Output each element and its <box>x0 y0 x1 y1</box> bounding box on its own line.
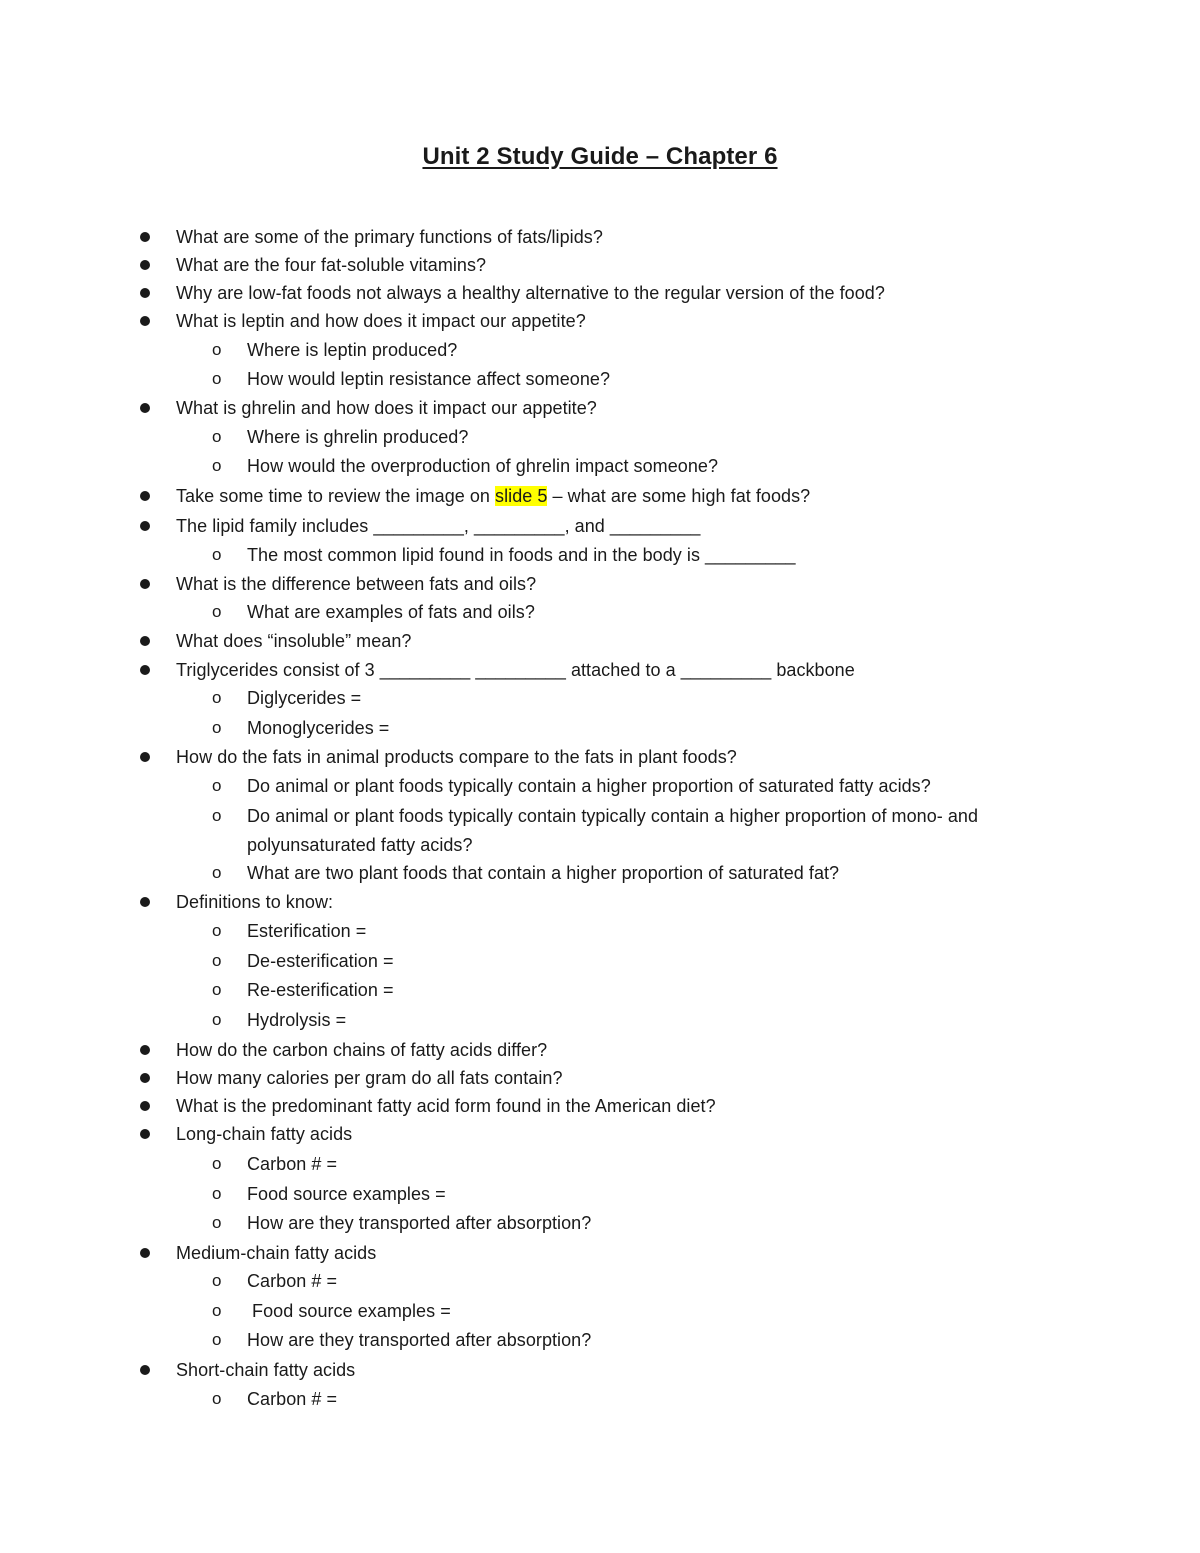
sub-bullet-icon: o <box>212 1213 222 1232</box>
sub-bullet-icon: o <box>212 1301 222 1320</box>
list-item: What is the difference between fats and oils? <box>176 574 537 594</box>
list-item: What is ghrelin and how does it impact our appetite? <box>176 398 597 418</box>
sub-list-item: Carbon # = <box>247 1271 338 1291</box>
sub-list-item: How would the overproduction of ghrelin impact someone? <box>247 456 719 476</box>
sub-list-item: Where is ghrelin produced? <box>247 427 469 447</box>
sub-list-item: Food source examples = <box>247 1301 451 1321</box>
bullet-icon <box>140 491 150 501</box>
sub-list-item: Hydrolysis = <box>247 1010 347 1030</box>
sub-bullet-icon: o <box>212 340 222 359</box>
list-item: How many calories per gram do all fats contain? <box>176 1068 563 1088</box>
bullet-icon <box>140 1045 150 1055</box>
list-item: How do the fats in animal products compare to the fats in plant foods? <box>176 747 737 767</box>
slide-reference-highlight: slide 5 <box>495 486 548 506</box>
sub-list-item: How are they transported after absorption? <box>247 1330 592 1350</box>
sub-bullet-icon: o <box>212 1154 222 1173</box>
sub-list-item: Do animal or plant foods typically contain a higher proportion of saturated fatty acids? <box>247 776 931 796</box>
bullet-icon <box>140 288 150 298</box>
sub-bullet-icon: o <box>212 718 222 737</box>
sub-bullet-icon: o <box>212 1010 222 1029</box>
sub-bullet-icon: o <box>212 921 222 940</box>
list-item: What are some of the primary functions of fats/lipids? <box>176 227 603 247</box>
sub-bullet-icon: o <box>212 1184 222 1203</box>
sub-bullet-icon: o <box>212 1389 222 1408</box>
list-item: Long-chain fatty acids <box>176 1124 353 1144</box>
bullet-icon <box>140 1129 150 1139</box>
sub-bullet-icon: o <box>212 427 222 446</box>
list-item-text: – what are some high fat foods? <box>547 486 811 506</box>
page-title: Unit 2 Study Guide – Chapter 6 <box>422 143 778 170</box>
list-item: What is leptin and how does it impact our appetite? <box>176 311 586 331</box>
bullet-icon <box>140 1365 150 1375</box>
sub-list-item: Esterification = <box>247 921 367 941</box>
sub-bullet-icon: o <box>212 776 222 795</box>
list-item: How do the carbon chains of fatty acids differ? <box>176 1040 548 1060</box>
sub-bullet-icon: o <box>212 369 222 388</box>
sub-bullet-icon: o <box>212 951 222 970</box>
sub-bullet-icon: o <box>212 1271 222 1290</box>
bullet-icon <box>140 260 150 270</box>
list-item-text: Take some time to review the image on <box>176 486 496 506</box>
sub-bullet-icon: o <box>212 602 222 621</box>
sub-list-item: Diglycerides = <box>247 688 362 708</box>
sub-bullet-icon: o <box>212 688 222 707</box>
bullet-icon <box>140 752 150 762</box>
bullet-icon <box>140 1073 150 1083</box>
sub-list-item-continuation: polyunsaturated fatty acids? <box>247 835 473 855</box>
list-item: Triglycerides consist of 3 _________ _________ attached to a _________ backbone <box>176 660 855 680</box>
sub-list-item: Do animal or plant foods typically contain typically contain a higher proportion of mono- and <box>247 806 979 826</box>
sub-list-item: Re-esterification = <box>247 980 394 1000</box>
bullet-icon <box>140 636 150 646</box>
sub-bullet-icon: o <box>212 806 222 825</box>
list-item: The lipid family includes _________, _________, and _________ <box>176 516 701 536</box>
bullet-icon <box>140 1248 150 1258</box>
sub-list-item: How would leptin resistance affect someone? <box>247 369 611 389</box>
sub-bullet-icon: o <box>212 980 222 999</box>
sub-list-item: What are two plant foods that contain a higher proportion of saturated fat? <box>247 863 840 883</box>
list-item: What are the four fat-soluble vitamins? <box>176 255 487 275</box>
sub-list-item: How are they transported after absorption? <box>247 1213 592 1233</box>
bullet-icon <box>140 232 150 242</box>
sub-bullet-icon: o <box>212 863 222 882</box>
sub-list-item: The most common lipid found in foods and in the body is _________ <box>247 545 796 565</box>
bullet-icon <box>140 665 150 675</box>
sub-bullet-icon: o <box>212 1330 222 1349</box>
bullet-icon <box>140 521 150 531</box>
sub-list-item: Where is leptin produced? <box>247 340 458 360</box>
list-item: What is the predominant fatty acid form found in the American diet? <box>176 1096 716 1116</box>
bullet-icon <box>140 579 150 589</box>
list-item: Medium-chain fatty acids <box>176 1243 377 1263</box>
bullet-icon <box>140 316 150 326</box>
bullet-icon <box>140 403 150 413</box>
sub-list-item: Monoglycerides = <box>247 718 390 738</box>
list-item: Definitions to know: <box>176 892 334 912</box>
list-item <box>176 485 810 507</box>
list-item: What does “insoluble” mean? <box>176 631 412 651</box>
sub-list-item: Carbon # = <box>247 1389 338 1409</box>
list-item: Short-chain fatty acids <box>176 1360 356 1380</box>
sub-list-item: De-esterification = <box>247 951 394 971</box>
sub-list-item: Carbon # = <box>247 1154 338 1174</box>
bullet-icon <box>140 897 150 907</box>
sub-bullet-icon: o <box>212 545 222 564</box>
list-item: Why are low-fat foods not always a healthy alternative to the regular version of the food? <box>176 283 885 303</box>
sub-bullet-icon: o <box>212 456 222 475</box>
sub-list-item: What are examples of fats and oils? <box>247 602 535 622</box>
bullet-icon <box>140 1101 150 1111</box>
sub-list-item: Food source examples = <box>247 1184 446 1204</box>
